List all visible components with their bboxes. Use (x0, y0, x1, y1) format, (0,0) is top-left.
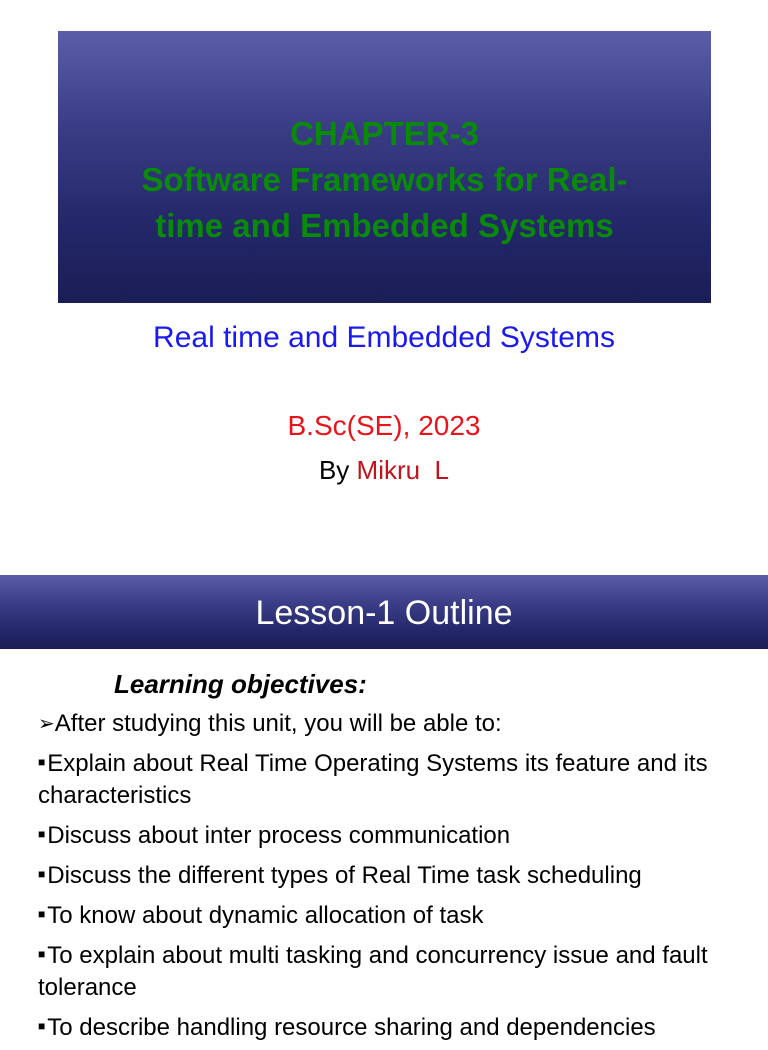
list-item (38, 818, 738, 852)
outline-title: Lesson-1 Outline (255, 594, 513, 632)
square-bullet-icon: ■ (38, 947, 46, 961)
objectives-list (38, 708, 738, 1050)
list-item-text: To know about dynamic allocation of task (47, 902, 484, 929)
chapter-title-line: time and Embedded Systems (155, 207, 614, 244)
list-item (38, 938, 738, 1004)
byline (0, 452, 768, 488)
list-item (38, 1010, 738, 1044)
list-item-text: Explain about Real Time Operating Systems its feature and its characteristics (38, 750, 708, 809)
chapter-title-line: CHAPTER-3 (290, 115, 479, 152)
by-label: By (318, 455, 350, 485)
program-year: B.Sc(SE), 2023 (287, 410, 481, 441)
square-bullet-icon: ■ (38, 827, 46, 841)
arrow-bullet-icon: ➢ (38, 713, 55, 735)
chapter-title-line: Software Frameworks for Real- (141, 161, 628, 198)
course-subtitle: Real time and Embedded Systems (153, 321, 615, 354)
square-bullet-icon: ■ (38, 1019, 46, 1033)
title-banner (58, 31, 711, 303)
outline-header-bar (0, 575, 768, 649)
list-item-text: Discuss the different types of Real Time task scheduling (47, 862, 642, 889)
list-item-text: To describe handling resource sharing and dependencies (47, 1014, 656, 1041)
list-item (38, 898, 738, 932)
chapter-title (58, 111, 711, 249)
square-bullet-icon: ■ (38, 907, 46, 921)
list-item (38, 746, 738, 812)
square-bullet-icon: ■ (38, 755, 46, 769)
intro-text: After studying this unit, you will be able to: (54, 710, 502, 737)
list-item-intro (38, 708, 738, 740)
square-bullet-icon: ■ (38, 867, 46, 881)
list-item-text: Discuss about inter process communication (47, 822, 511, 849)
list-item-text: To explain about multi tasking and concurrency issue and fault tolerance (38, 942, 708, 1001)
list-item (38, 858, 738, 892)
author-name: Mikru L (356, 455, 450, 485)
objectives-heading: Learning objectives: (114, 669, 367, 699)
